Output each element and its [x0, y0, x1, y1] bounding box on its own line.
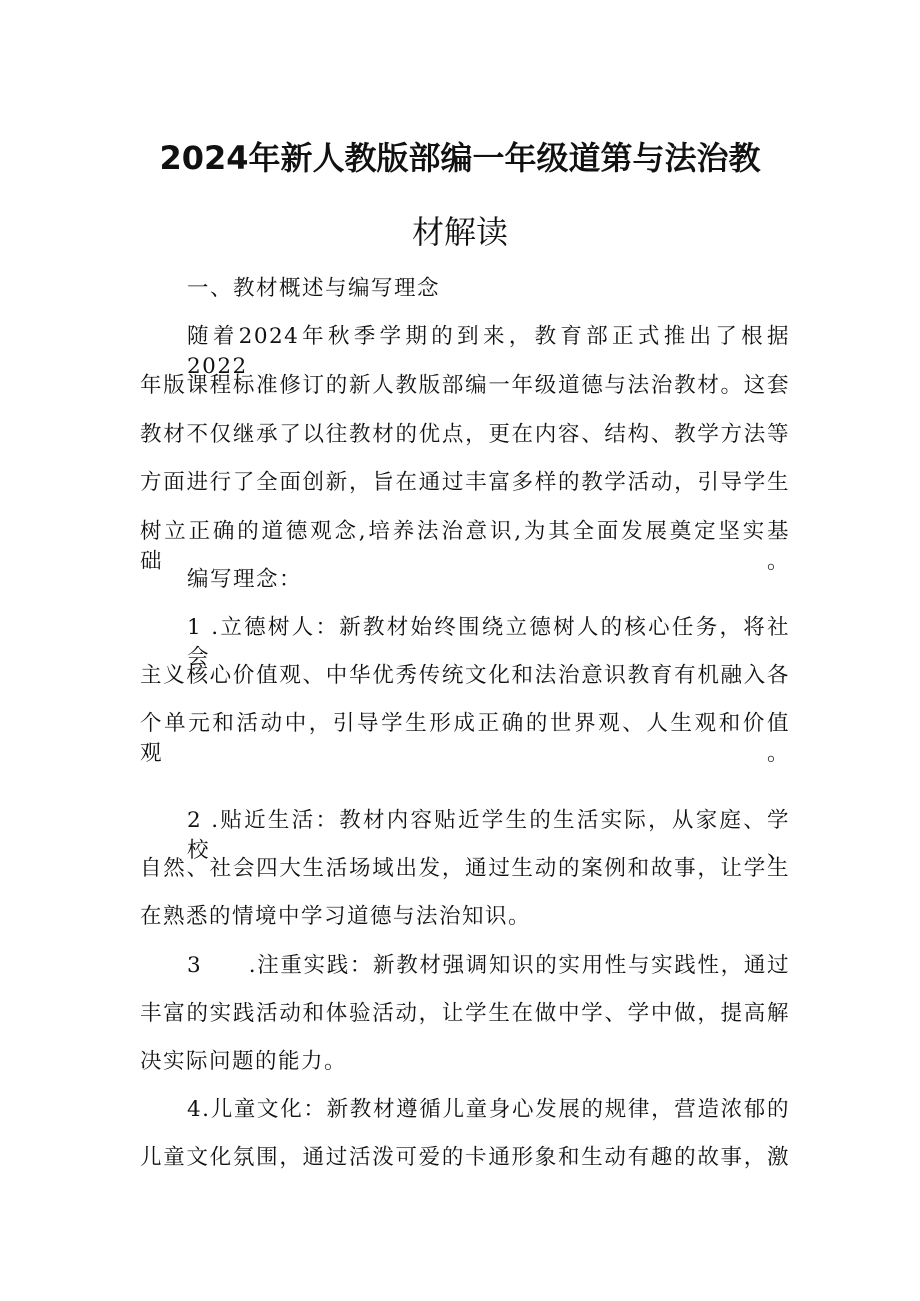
list-item-line: 1 .立德树人：新教材始终围绕立德树人的核心任务，将社会 — [187, 615, 790, 670]
list-item-line: 决实际问题的能力。 — [140, 1049, 348, 1074]
section-heading: 一、教材概述与编写理念 — [187, 276, 441, 301]
paragraph-line: 年版课程标准修订的新人教版部编一年级道德与法治教材。这套 — [140, 373, 790, 398]
paragraph-line: 方面进行了全面创新，旨在通过丰富多样的教学活动，引导学生 — [140, 470, 790, 495]
list-item-line: 儿童文化氛围，通过活泼可爱的卡通形象和生动有趣的故事，激 — [140, 1145, 790, 1170]
list-item-line: 在熟悉的情境中学习道德与法治知识。 — [140, 904, 532, 929]
list-item-line: 个单元和活动中，引导学生形成正确的世界观、人生观和价值观。 — [140, 711, 790, 766]
document-title-line-2: 材解读 — [411, 213, 508, 251]
list-item-line: 3 .注重实践：新教材强调知识的实用性与实践性，通过 — [187, 953, 790, 978]
list-item-line: 自然、社会四大生活场域出发，通过生动的案例和故事，让学生 — [140, 856, 790, 881]
list-item-line: 2 .贴近生活：教材内容贴近学生的生活实际，从家庭、学校、 — [187, 808, 790, 863]
paragraph-line: 教材不仅继承了以往教材的优点，更在内容、结构、教学方法等 — [140, 422, 790, 447]
list-item-line: 丰富的实践活动和体验活动，让学生在做中学、学中做，提高解 — [140, 1001, 790, 1026]
list-item-line: 4.儿童文化：新教材遵循儿童身心发展的规律，营造浓郁的 — [187, 1097, 790, 1122]
paragraph-line: 随着2024年秋季学期的到来，教育部正式推出了根据2022 — [187, 324, 790, 379]
document-title-line-1: 2024年新人教版部编一年级道第与法治教 — [159, 139, 761, 177]
philosophy-label: 编写理念： — [187, 567, 303, 592]
paragraph-line: 树立正确的道德观念,培养法治意识,为其全面发展奠定坚实基础。 — [140, 519, 790, 574]
list-item-line: 主义核心价值观、中华优秀传统文化和法治意识教育有机融入各 — [140, 663, 790, 688]
